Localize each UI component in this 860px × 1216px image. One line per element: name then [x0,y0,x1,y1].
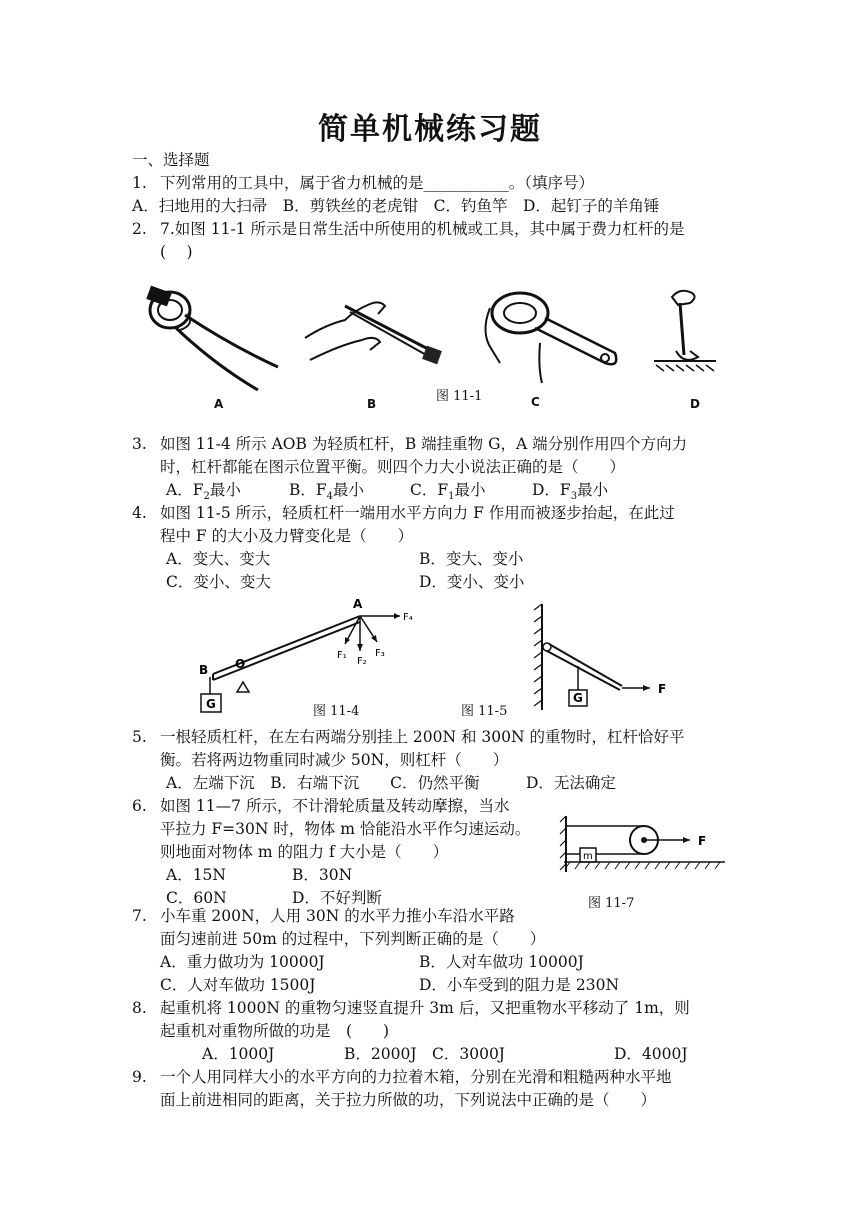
figure-11-1-tool-b [300,290,450,375]
q5-line1: 一根轻质杠杆，在左右两端分别挂上 200N 和 300N 的重物时，杠杆恰好平 [160,728,685,746]
fig-11-4-label-f2: F₂ [357,656,367,667]
q1-options: A．扫地用的大扫帚 B．剪铁丝的老虎钳 C．钓鱼竿 D．起钉子的羊角锤 [132,197,660,215]
q7-number: 7. [132,907,147,925]
figure-11-1-caption: 图 11-1 [436,389,483,404]
q6-option-a: A．15N [166,866,226,884]
fig-11-7-label-m: m [583,851,593,862]
q7-line1: 小车重 200N，人用 30N 的水平力推小车沿水平路 [160,907,515,925]
q7-option-b: B．人对车做功 10000J [419,953,584,971]
fig-11-4-label-a: A [353,597,363,611]
q2-number: 2. [132,220,147,238]
figure-11-1-tool-d [650,285,720,375]
q4-option-b: B．变大、变小 [419,550,524,568]
q8-option-d: D．4000J [614,1045,688,1063]
figure-11-4-caption: 图 11-4 [313,704,360,719]
fig-11-5-label-g: G [573,691,583,705]
q8-number: 8. [132,999,147,1017]
q6-option-d: D．不好判断 [292,889,382,907]
q8-line2: 起重机对重物所做的功是 ( ) [160,1022,390,1040]
q6-option-b: B．30N [292,866,353,884]
q1-number: 1. [132,174,147,192]
q3-option-c: C．$F_1$最小 [410,481,486,503]
q7-option-c: C．人对车做功 1500J [160,976,316,994]
q3-option-b: B．$F_4$最小 [289,481,365,503]
fig-11-4-label-f4: F₄ [403,612,413,623]
page-title: 简单机械练习题 [318,112,542,147]
q5-options: A．左端下沉 B．右端下沉 C．仍然平衡 D．无法确定 [166,774,616,792]
q2-line2: ( ) [160,243,193,261]
figure-11-5 [530,600,680,720]
figure-11-1-tool-c [480,288,640,388]
q8-line1: 起重机将 1000N 的重物匀速竖直提升 3m 后，又把重物水平移动了 1m，则 [160,999,690,1017]
q6-number: 6. [132,797,147,815]
figure-11-1-label-d: D [690,397,700,411]
q9-number: 9. [132,1068,147,1086]
q1-text: 下列常用的工具中，属于省力机械的是___________。（填序号） [160,174,595,192]
q9-line2: 面上前进相同的距离，关于拉力所做的功，下列说法中正确的是（ ） [160,1091,657,1109]
q4-line1: 如图 11-5 所示，轻质杠杆一端用水平方向力 F 作用而被逐步抬起，在此过 [160,504,675,522]
q9-line1: 一个人用同样大小的水平方向的力拉着木箱，分别在光滑和粗糙两种水平地 [160,1068,672,1086]
q4-line2: 程中 F 的大小及力臂变化是（ ） [160,527,414,545]
fig-11-4-label-f3: F₃ [375,648,385,659]
q6-line3: 则地面对物体 m 的阻力 f 大小是（ ） [160,843,449,861]
q6-line1: 如图 11—7 所示，不计滑轮质量及转动摩擦，当水 [160,797,510,815]
q4-option-a: A．变大、变大 [166,550,271,568]
fig-11-4-label-f1: F₁ [337,650,347,661]
figure-11-1-label-a: A [214,397,224,411]
q3-option-d: D．$F_3$最小 [532,481,609,503]
figure-11-7 [560,812,730,882]
fig-11-7-label-f: F [698,834,707,848]
figure-11-1-label-b: B [367,397,377,411]
q6-option-c: C．60N [166,889,227,907]
fig-11-5-label-f: F [658,682,667,696]
section-heading: 一、选择题 [132,151,210,169]
q4-option-d: D．变小、变小 [419,573,525,591]
fig-11-4-label-o: O [235,657,246,671]
q3-line2: 时，杠杆都能在图示位置平衡。则四个力大小说法正确的是（ ） [160,458,626,476]
figure-11-4 [195,596,415,721]
q4-number: 4. [132,504,147,522]
q3-option-a: A．$F_2$最小 [166,481,241,503]
q3-line1: 如图 11-4 所示 AOB 为轻质杠杆，B 端挂重物 G，A 端分别作用四个方向力 [160,435,688,453]
q7-line2: 面匀速前进 50m 的过程中，下列判断正确的是（ ） [160,930,546,948]
q6-line2: 平拉力 F=30N 时，物体 m 恰能沿水平作匀速运动。 [160,820,531,838]
fig-11-4-label-g: G [206,697,216,711]
figure-11-1-label-c: C [531,395,540,409]
fig-11-4-label-b: B [199,663,209,677]
q2-line1: 7.如图 11-1 所示是日常生活中所使用的机械或工具，其中属于费力杠杆的是 [160,220,685,238]
q8-option-b: B．2000J [344,1045,417,1063]
figure-11-1-tool-a [140,285,290,410]
q8-option-a: A．1000J [202,1045,275,1063]
q7-option-a: A．重力做功为 10000J [160,953,325,971]
q4-option-c: C．变小、变大 [166,573,271,591]
q7-option-d: D．小车受到的阻力是 230N [419,976,620,994]
figure-11-7-caption: 图 11-7 [588,896,635,911]
figure-11-5-caption: 图 11-5 [461,704,508,719]
q5-number: 5. [132,728,147,746]
q5-line2: 衡。若将两边物重同时减少 50N，则杠杆（ ） [160,751,509,769]
q3-number: 3. [132,435,147,453]
q8-option-c: C．3000J [432,1045,506,1063]
